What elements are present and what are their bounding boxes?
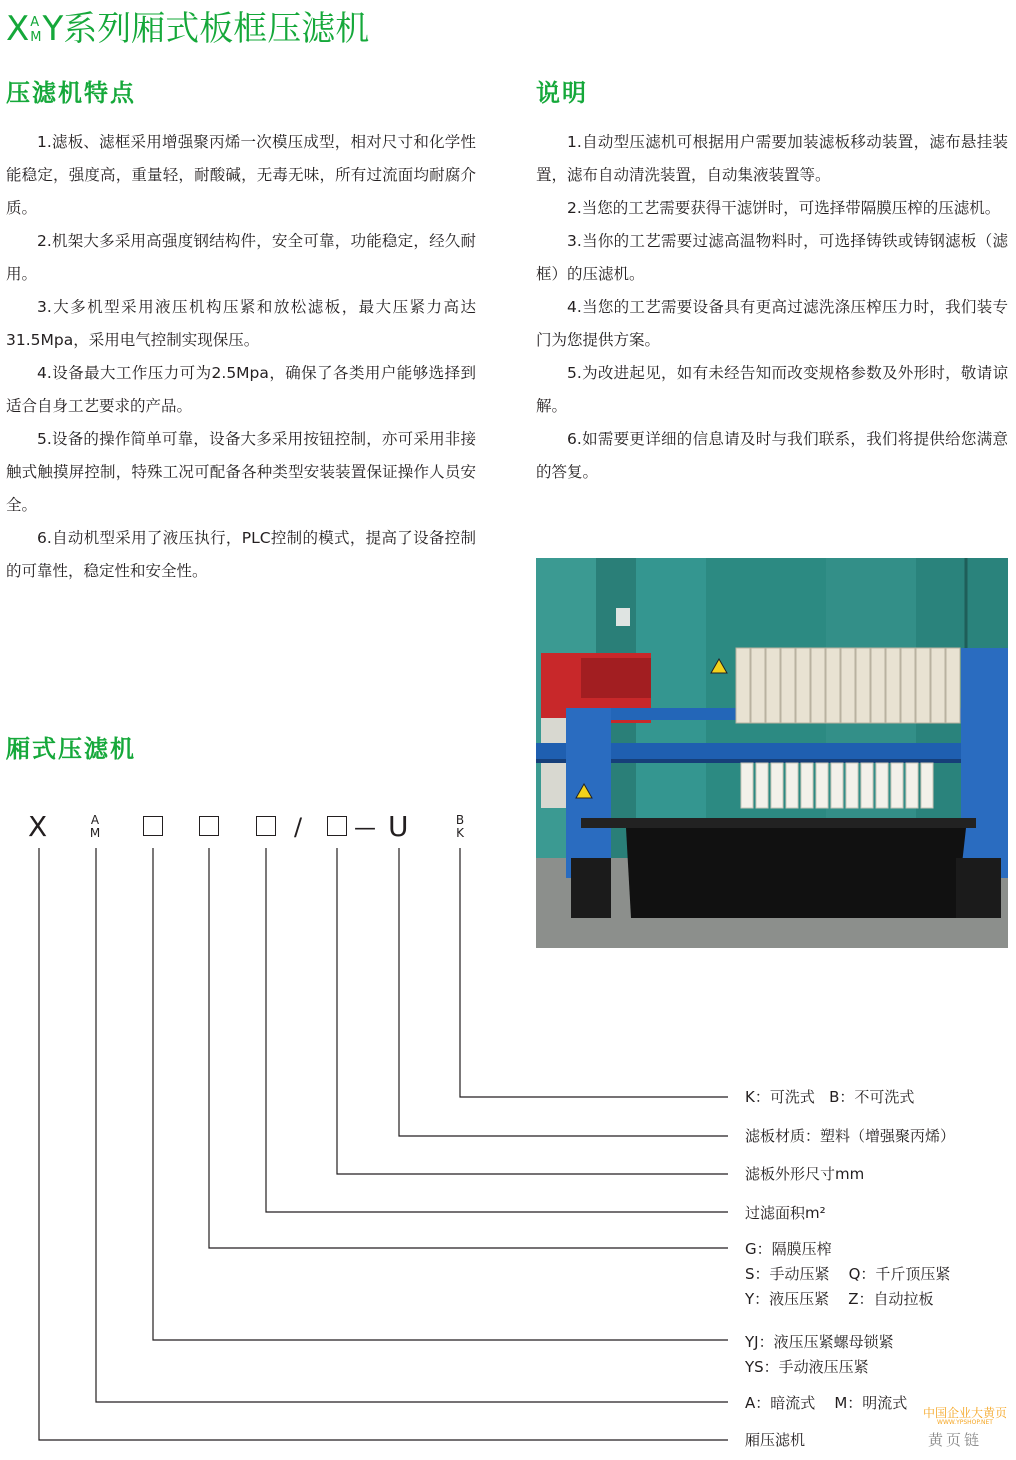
code-u: U [388,810,409,843]
note-item: 3.当你的工艺需要过滤高温物料时，可选择铸铁或铸钢滤板（滤框）的压滤机。 [536,232,1008,283]
title-stack-bottom: M [30,30,42,45]
feature-item: 3.大多机型采用液压机构压紧和放松滤板，最大压紧力高达31.5Mpa，采用电气控制实现保压。 [6,298,476,349]
code-am-bottom: M [89,826,101,840]
leader-line-box1 [153,848,728,1340]
legend-flow: A：暗流式 M：明流式 [745,1394,908,1412]
note-item: 5.为改进起见，如有未经告知而改变规格参数及外形时，敬请谅解。 [536,364,1008,415]
watermark-brand: 黄页链 [927,1431,982,1449]
note-item: 2.当您的工艺需要获得干滤饼时，可选择带隔膜压榨的压滤机。 [567,199,1001,217]
code-am-top: A [90,813,100,827]
note-item: 6.如需要更详细的信息请及时与我们联系，我们将提供给您满意的答复。 [536,430,1008,481]
feature-item: 1.滤板、滤框采用增强聚丙烯一次模压成型，相对尺寸和化学性能稳定，强度高，重量轻，耐酸碱，无毒无味，所有过流面均耐腐介质。 [6,133,476,217]
code-x: X [28,810,48,843]
feature-item: 5.设备的操作简单可靠，设备大多采用按钮控制，亦可采用非接触式触摸屏控制，特殊工况可配备各种类型安装装置保证操作人员安全。 [6,430,476,514]
features-heading: 压滤机特点 [6,79,136,107]
feature-item: 2.机架大多采用高强度钢结构件，安全可靠，功能稳定，经久耐用。 [6,232,476,283]
leader-line-box2 [209,848,728,1248]
title-rest: Y系列厢式板框压滤机 [42,9,370,49]
legend-name: 厢压滤机 [745,1431,806,1449]
legend-u: 滤板材质：塑料（增强聚丙烯） [745,1127,956,1145]
title-stack-top: A [30,15,40,30]
legend-press-type: G：隔膜压榨 S：手动压紧 Q：千斤顶压紧 Y：液压压紧 Z：自动拉板 [745,1240,951,1308]
note-item: 1.自动型压滤机可根据用户需要加装滤板移动装置，滤布悬挂装置，滤布自动清洗装置，自动集液装置等。 [536,133,1008,184]
feature-item: 6.自动机型采用了液压执行，PLC控制的模式，提高了设备控制的可靠性，稳定性和安全性。 [6,529,476,580]
leader-line-x [39,848,728,1440]
notes-heading: 说明 [536,79,588,107]
watermark-url: WWW.YPSHOP.NET [937,1419,993,1426]
leader-line-box4 [337,848,728,1174]
leader-line-am [96,848,728,1402]
code-slash: / [294,813,303,841]
legend-bk: K：可洗式 B：不可洗式 [745,1088,915,1106]
leader-line-u [399,848,728,1136]
watermark-cn: 中国企业大黄页 [922,1406,1007,1420]
leader-line-bk [460,848,728,1097]
legend-lock-type: YJ：液压压紧螺母锁紧 YS：手动液压压紧 [745,1333,894,1376]
legend-size: 滤板外形尺寸mm [745,1165,865,1183]
feature-item: 4.设备最大工作压力可为2.5Mpa，确保了各类用户能够选择到适合自身工艺要求的产品。 [6,364,476,415]
code-bk-bottom: K [456,826,464,840]
leader-line-box3 [266,848,728,1212]
title-prefix: X [6,9,30,49]
code-dash: — [354,816,376,841]
note-item: 4.当您的工艺需要设备具有更高过滤洗涤压榨压力时，我们装专门为您提供方案。 [536,298,1008,349]
code-bk-top: B [455,813,465,827]
chamber-heading: 厢式压滤机 [6,735,136,763]
legend-area: 过滤面积m² [745,1204,826,1222]
